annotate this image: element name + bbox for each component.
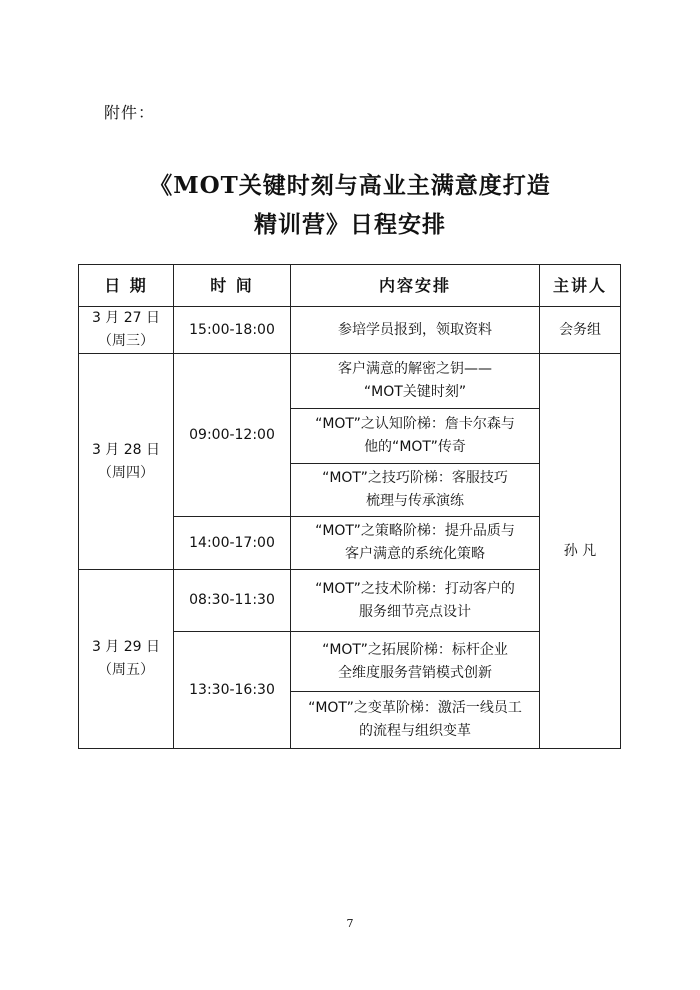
page-number: 7: [346, 917, 354, 930]
header-content: 内容安排: [291, 265, 540, 307]
content-cell: “MOT”之认知阶梯：詹卡尔森与 他的“MOT”传奇: [291, 409, 540, 464]
time-cell: 15:00-18:00: [174, 307, 291, 354]
time-cell: 13:30-16:30: [174, 632, 291, 749]
header-speaker: 主讲人: [540, 265, 621, 307]
content-cell: “MOT”之策略阶梯：提升品质与 客户满意的系统化策略: [291, 517, 540, 570]
weekday-text: （周五）: [98, 662, 154, 678]
content-cell: “MOT”之技术阶梯：打动客户的 服务细节亮点设计: [291, 570, 540, 632]
header-time: 时 间: [174, 265, 291, 307]
time-cell: 08:30-11:30: [174, 570, 291, 632]
table-row: [79, 354, 621, 409]
header-date: 日 期: [79, 265, 174, 307]
document-title-line-2: 精训营》日程安排: [254, 211, 446, 238]
date-text: 3 月 28 日: [91, 441, 161, 458]
date-text: 3 月 27 日: [91, 310, 161, 326]
table-header-row: [79, 265, 621, 307]
date-cell: [79, 354, 174, 570]
attachment-label: 附件：: [104, 103, 156, 122]
content-cell: “MOT”之变革阶梯：激活一线员工 的流程与组织变革: [291, 692, 540, 749]
weekday-text: （周三）: [98, 333, 154, 349]
date-cell: [79, 570, 174, 749]
content-cell: 参培学员报到，领取资料: [291, 307, 540, 354]
content-cell: “MOT”之拓展阶梯：标杆企业 全维度服务营销模式创新: [291, 632, 540, 692]
weekday-text: （周四）: [98, 464, 154, 481]
time-cell: 09:00-12:00: [174, 354, 291, 517]
content-cell: 客户满意的解密之钥—— “MOT关键时刻”: [291, 354, 540, 409]
table-row: [79, 570, 621, 632]
date-text: 3 月 29 日: [91, 639, 161, 655]
schedule-table: [78, 264, 621, 749]
date-cell: [79, 307, 174, 354]
speaker-cell: 会务组: [540, 307, 621, 354]
document-title-line-1: 《MOT关键时刻与高业主满意度打造: [149, 172, 551, 199]
content-cell: “MOT”之技巧阶梯：客服技巧 梳理与传承演练: [291, 464, 540, 517]
time-cell: 14:00-17:00: [174, 517, 291, 570]
table-row: [79, 307, 621, 354]
speaker-cell: 孙 凡: [540, 354, 621, 749]
